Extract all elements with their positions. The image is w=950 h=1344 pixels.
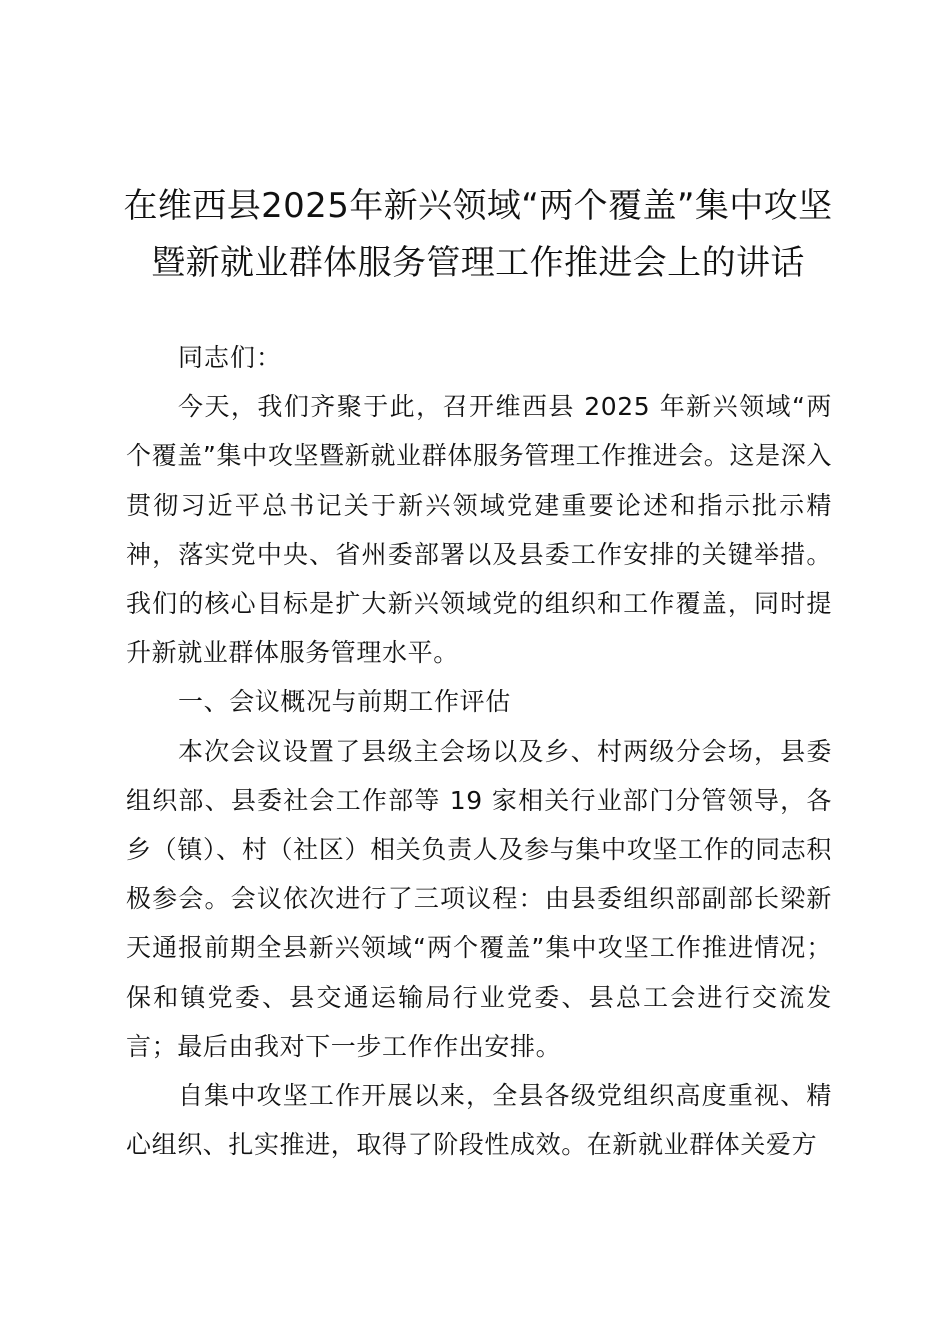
document-body	[126, 333, 832, 1169]
paragraph-progress: 自集中攻坚工作开展以来，全县各级党组织高度重视、精心组织、扎实推进，取得了阶段性成效。在新就业群体关爱方	[126, 1081, 832, 1160]
section-heading: 一、会议概况与前期工作评估	[178, 687, 511, 717]
document-title: 在维西县2025年新兴领域“两个覆盖”集中攻坚暨新就业群体服务管理工作推进会上的讲话	[123, 186, 833, 283]
salutation: 同志们：	[178, 343, 283, 372]
paragraph-opening: 今天，我们齐聚于此，召开维西县 2025 年新兴领域“两个覆盖”集中攻坚暨新就业群体服务管理工作推进会。这是深入贯彻习近平总书记关于新兴领域党建重要论述和指示批示精神，落实党中央、省州委部署以及县委工作安排的关键举措。我们的核心目标是扩大新兴领域党的组织和工作覆盖，同时提升新就业群体服务管理水平。	[126, 392, 832, 668]
paragraph-meeting-overview: 本次会议设置了县级主会场以及乡、村两级分会场，县委组织部、县委社会工作部等 19 家相关行业部门分管领导，各乡（镇）、村（社区）相关负责人及参与集中攻坚工作的同志积极参会。会议依次进行了三项议程：由县委组织部副部长梁新天通报前期全县新兴领域“两个覆盖”集中攻坚工作推进情况；保和镇党委、县交通运输局行业党委、县总工会进行交流发言；最后由我对下一步工作作出安排。	[126, 736, 832, 1061]
